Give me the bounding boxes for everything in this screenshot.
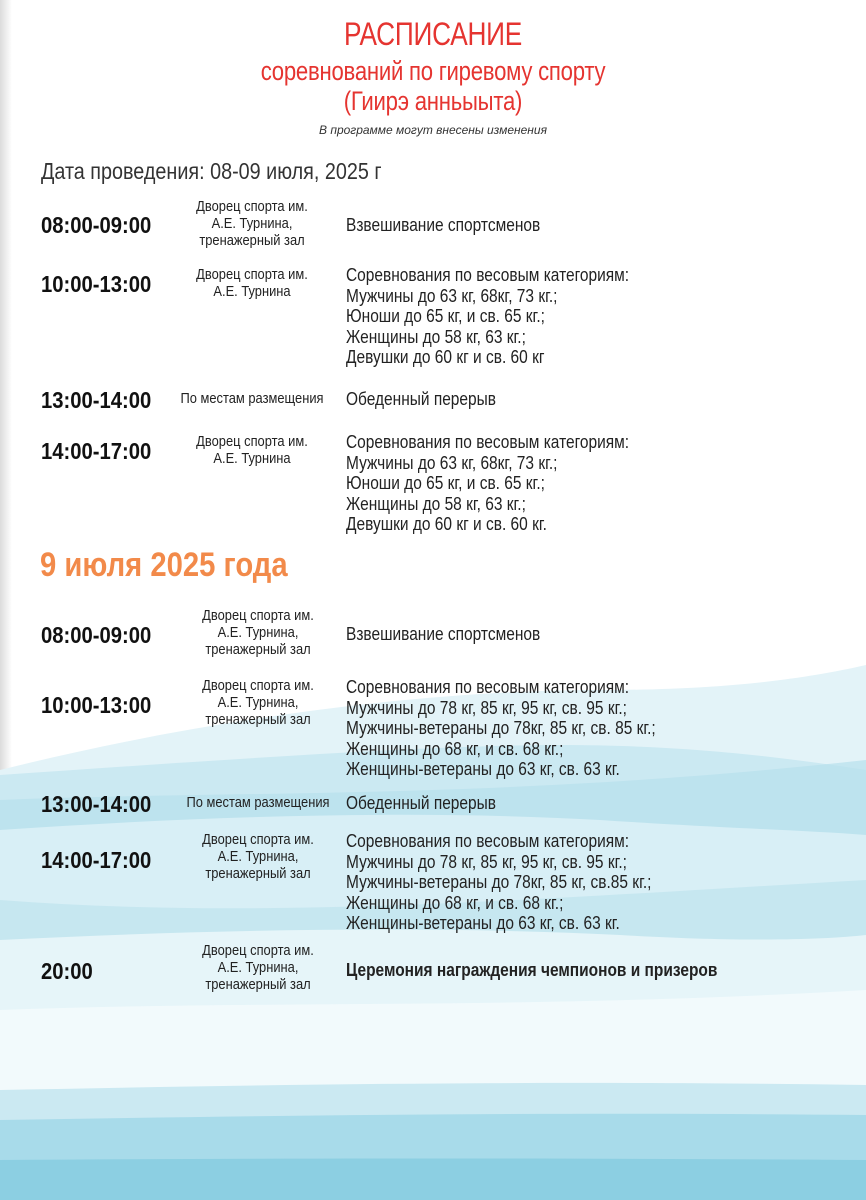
day2-heading: 9 июля 2025 года [40, 546, 288, 584]
row-time: 10:00-13:00 [41, 271, 152, 297]
row-time: 10:00-13:00 [41, 692, 152, 718]
row-time: 14:00-17:00 [41, 438, 152, 464]
page-title: РАСПИСАНИЕ [343, 16, 523, 52]
row-time: 13:00-14:00 [41, 791, 152, 817]
changes-note: В программе могут внесены изменения [319, 123, 547, 137]
row-event: Церемония награждения чемпионов и призеров [346, 960, 718, 980]
row-time: 08:00-09:00 [41, 622, 152, 648]
row-place: Дворец спорта им. А.Е. Турнина, тренажерный зал [202, 677, 314, 728]
page-subtitle-local: (Гиирэ анньыыта) [343, 86, 523, 116]
row-place: По местам размещения [180, 390, 324, 407]
row-event: Соревнования по весовым категориям: Мужчины до 63 кг, 68кг, 73 кг.; Юноши до 65 кг, и св. 65 кг.; Женщины до 58 кг, 63 кг.; Девушки до 60 кг и св. 60 кг. [346, 432, 630, 534]
row-time: 20:00 [41, 958, 93, 984]
row-time: 08:00-09:00 [41, 212, 152, 238]
row-event: Соревнования по весовым категориям: Мужчины до 78 кг, 85 кг, 95 кг, св. 95 кг.; Мужчины-ветераны до 78кг, 85 кг, св. 85 кг.; Женщины до 68 кг, и св. 68 кг.; Женщины-ветераны до 63 кг, св. 63 кг. [346, 677, 656, 779]
row-place: Дворец спорта им. А.Е. Турнина, тренажерный зал [202, 831, 314, 882]
row-time: 13:00-14:00 [41, 387, 152, 413]
row-place: Дворец спорта им. А.Е. Турнина, тренажерный зал [202, 607, 314, 658]
event-date: Дата проведения: 08-09 июля, 2025 г [41, 158, 382, 184]
row-event: Взвешивание спортсменов [346, 215, 541, 235]
row-place: По местам размещения [186, 794, 330, 811]
row-place: Дворец спорта им. А.Е. Турнина, тренажерный зал [196, 198, 308, 249]
row-event: Взвешивание спортсменов [346, 624, 541, 644]
row-event: Соревнования по весовым категориям: Мужчины до 78 кг, 85 кг, 95 кг, св. 95 кг.; Мужчины-ветераны до 78кг, 85 кг, св.85 кг.; Женщины до 68 кг, и св. 68 кг.; Женщины-ветераны до 63 кг, св. 63 кг. [346, 831, 652, 933]
row-time: 14:00-17:00 [41, 847, 152, 873]
row-place: Дворец спорта им. А.Е. Турнина [196, 266, 308, 300]
row-event: Обеденный перерыв [346, 389, 496, 409]
row-event: Обеденный перерыв [346, 793, 496, 813]
row-place: Дворец спорта им. А.Е. Турнина [196, 433, 308, 467]
page-subtitle: соревнований по гиревому спорту [260, 56, 606, 86]
row-event: Соревнования по весовым категориям: Мужчины до 63 кг, 68кг, 73 кг.; Юноши до 65 кг, и св. 65 кг.; Женщины до 58 кг, 63 кг.; Девушки до 60 кг и св. 60 кг [346, 265, 630, 367]
row-place: Дворец спорта им. А.Е. Турнина, тренажерный зал [202, 942, 314, 993]
